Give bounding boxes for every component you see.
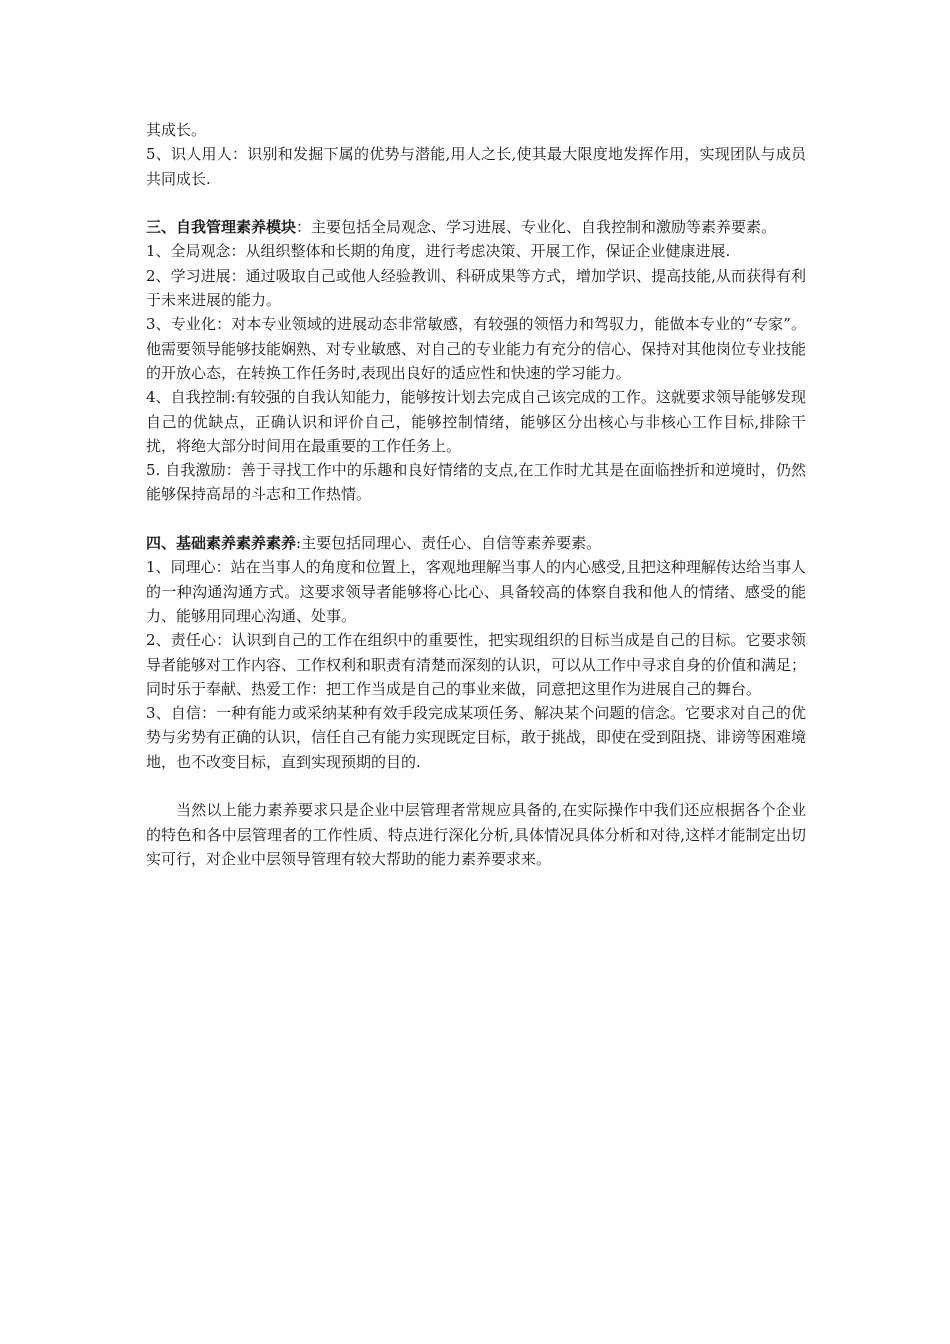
document-page <box>146 118 806 871</box>
section3-intro <box>146 215 806 239</box>
paragraph-gap <box>146 191 806 215</box>
section4-heading: 四、基础素养素养素养 <box>146 534 297 553</box>
section3-item-4: 4、自我控制:有较强的自我认知能力，能够按计划去完成自己该完成的工作。这就要求领导能够发现自己的优缺点，正确认识和评价自己，能够控制情绪，能够区分出核心与非核心工作目标,排除干扰，将绝大部分时间用在最重要的工作任务上。 <box>146 388 806 455</box>
section4-item-3: 3、自信：一种有能力或采纳某种有效手段完成某项任务、解决某个问题的信念。它要求对自己的优势与劣势有正确的认识，信任自己有能力实现既定目标，敢于挑战，即使在受到阻挠、诽谤等困难境地，也不改变目标，直到实现预期的目的. <box>146 704 807 771</box>
section4-item-1: 1、同理心：站在当事人的角度和位置上，客观地理解当事人的内心感受,且把这种理解传达给当事人的一种沟通沟通方式。这要求领导者能够将心比心、具备较高的体察自我和他人的情绪、感受的能力、能够用同理心沟通、处事。 <box>146 558 806 625</box>
section3-item-5: 5. 自我激励：善于寻找工作中的乐趣和良好情绪的支点,在工作时尤其是在面临挫折和逆境时，仍然能够保持高昂的斗志和工作热情。 <box>146 461 806 504</box>
section4-item-2: 2、责任心：认识到自己的工作在组织中的重要性，把实现组织的目标当成是自己的目标。它要求领导者能够对工作内容、工作权利和职责有清楚而深刻的认识，可以从工作中寻求自身的价值和满足；同时乐于奉献、热爱工作：把工作当成是自己的事业来做，同意把这里作为进展自己的舞台。 <box>146 631 807 698</box>
section3-intro-text: ：主要包括全局观念、学习进展、专业化、自我控制和激励等素养要素。 <box>296 218 777 237</box>
section2-continuation: 其成长。 <box>146 121 207 139</box>
section3-item-3: 3、专业化：对本专业领域的进展动态非常敏感，有较强的领悟力和驾驭力，能做本专业的“专家”。他需要领导能够技能娴熟、对专业敏感、对自己的专业能力有充分的信心、保持对其他岗位专业技能的开放心态，在转换工作任务时,表现出良好的适应性和快速的学习能力。 <box>146 315 807 382</box>
section4-intro <box>146 531 806 555</box>
paragraph-gap <box>146 507 806 531</box>
section3-item-2: 2、学习进展：通过吸取自己或他人经验教训、科研成果等方式，增加学识、提高技能,从而获得有利于未来进展的能力。 <box>146 266 806 310</box>
section3-heading: 三、自我管理素养模块 <box>146 218 297 237</box>
section4-intro-text: :主要包括同理心、责任心、自信等素养要素。 <box>296 534 602 553</box>
conclusion-paragraph: 当然以上能力素养要求只是企业中层管理者常规应具备的,在实际操作中我们还应根据各个企业的特色和各中层管理者的工作性质、特点进行深化分析,具体情况具体分析和对待,这样才能制定出切实可行，对企业中层领导管理有较大帮助的能力素养要求来。 <box>146 801 806 868</box>
section3-item-1: 1、全局观念：从组织整体和长期的角度，进行考虑决策、开展工作，保证企业健康进展. <box>146 242 731 261</box>
section2-item-5: 5、识人用人：识别和发掘下属的优势与潜能,用人之长,使其最大限度地发挥作用，实现团队与成员共同成长. <box>146 145 806 188</box>
paragraph-gap <box>146 774 806 798</box>
